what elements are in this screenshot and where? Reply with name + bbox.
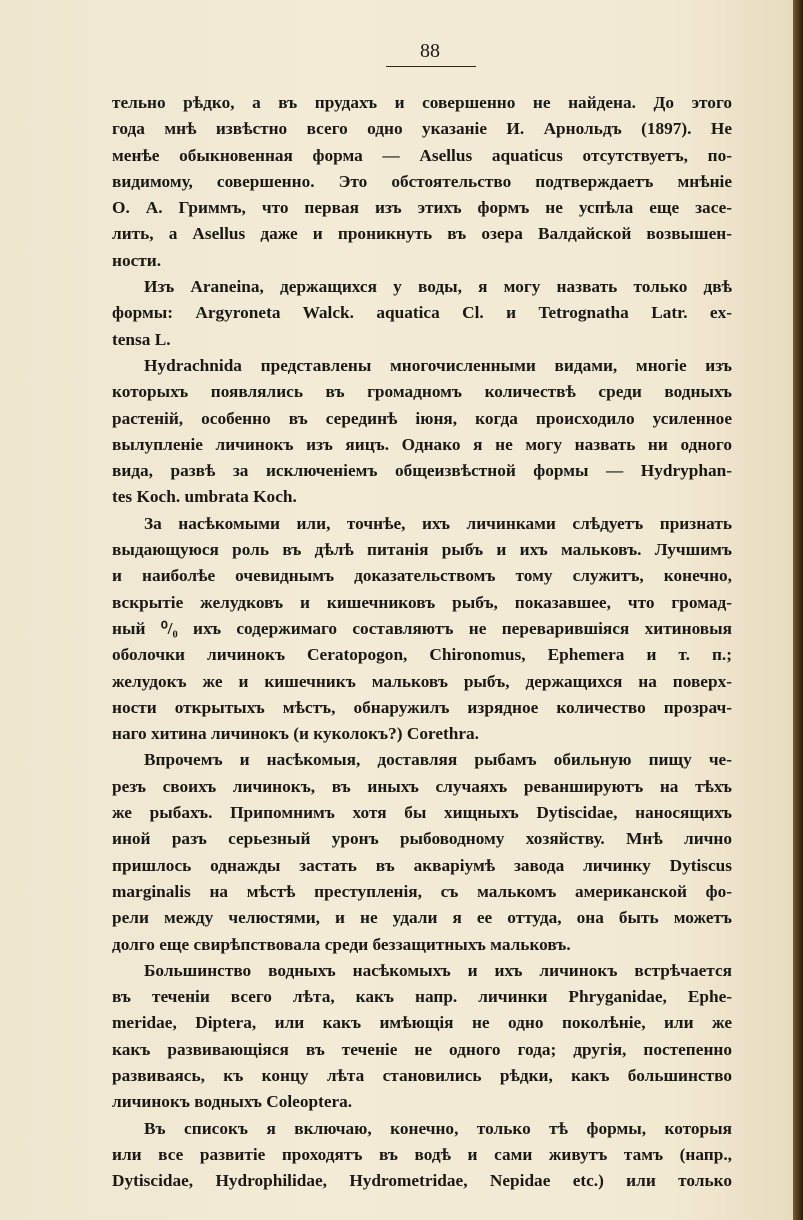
text-line: и наиболѣе очевиднымъ доказательствомъ тому служитъ, конечно, xyxy=(112,566,732,586)
text-line: marginalis на мѣстѣ преступленія, съ малькомъ американской фо- xyxy=(112,881,732,901)
text-line: личинокъ водныхъ Coleoptera. xyxy=(112,1092,353,1112)
text-line: долго еще свирѣпствовала среди беззащитныхъ мальковъ. xyxy=(112,934,571,954)
text-line: видимому, совершенно. Это обстоятельство подтверждаетъ мнѣніе xyxy=(112,171,732,191)
body-text xyxy=(112,90,732,1194)
text-line: Впрочемъ и насѣкомыя, доставляя рыбамъ обильную пищу че- xyxy=(144,750,732,770)
text-line: же рыбахъ. Припомнимъ хотя бы хищныхъ Dytiscidae, наносящихъ xyxy=(112,803,732,823)
text-line: или все развитіе проходятъ въ водѣ и сами живутъ тамъ (напр., xyxy=(112,1144,732,1164)
text-line: ности открытыхъ мѣстъ, обнаружилъ изрядное количество прозрач- xyxy=(112,697,732,717)
text-line: развиваясь, къ концу лѣта становились рѣдки, какъ большинство xyxy=(112,1065,732,1085)
text-line: tes Koch. umbrata Koch. xyxy=(112,487,297,507)
text-line: формы: Argyroneta Walck. aquatica Cl. и Tetrognatha Latr. ex- xyxy=(112,303,732,323)
text-line: вскрытіе желудковъ и кишечниковъ рыбъ, показавшее, что громад- xyxy=(112,592,732,612)
text-line: резъ своихъ личинокъ, въ иныхъ случаяхъ реваншируютъ на тѣхъ xyxy=(112,776,732,796)
text-line: которыхъ появлялись въ громадномъ количествѣ среди водныхъ xyxy=(112,382,732,402)
text-line: лить, а Asellus даже и проникнуть въ озера Валдайской возвышен- xyxy=(112,224,732,244)
text-line: ный ⁰/₀ ихъ содержимаго составляютъ не переварившіяся хитиновыя xyxy=(112,618,732,638)
text-line: ности. xyxy=(112,250,162,270)
page-edge xyxy=(793,0,803,1220)
text-line: менѣе обыкновенная форма — Asellus aquaticus отсутствуетъ, по- xyxy=(112,145,732,165)
page-number-rule xyxy=(386,66,476,67)
text-line: года мнѣ извѣстно всего одно указаніе И. Арнольдъ (1897). Не xyxy=(112,119,732,139)
text-line: tensa L. xyxy=(112,329,171,349)
text-line: пришлось однажды застать въ акваріумѣ завода личинку Dytiscus xyxy=(112,855,732,875)
text-line: растеній, особенно въ серединѣ іюня, когда происходило усиленное xyxy=(112,408,732,428)
text-line: тельно рѣдко, а въ прудахъ и совершенно не найдена. До этого xyxy=(112,93,732,112)
text-line: оболочки личинокъ Ceratopogon, Chironomus, Ephemera и т. п.; xyxy=(112,645,732,665)
text-line: Изъ Araneina, держащихся у воды, я могу назвать только двѣ xyxy=(144,277,732,297)
text-line: За насѣкомыми или, точнѣе, ихъ личинками слѣдуетъ признать xyxy=(144,513,732,533)
text-line: выдающуюся роль въ дѣлѣ питанія рыбъ и ихъ мальковъ. Лучшимъ xyxy=(112,540,732,560)
text-line: О. А. Гриммъ, что первая изъ этихъ формъ не успѣла еще засе- xyxy=(112,198,732,218)
text-line: наго хитина личинокъ (и куколокъ?) Corethra. xyxy=(112,724,479,744)
text-line: Большинство водныхъ насѣкомыхъ и ихъ личинокъ встрѣчается xyxy=(144,960,732,980)
text-line: вылупленіе личинокъ изъ яицъ. Однако я не могу назвать ни одного xyxy=(112,434,732,454)
text-line: рели между челюстями, и не удали я ее оттуда, она быть можетъ xyxy=(112,908,732,928)
text-line: вида, развѣ за исключеніемъ общеизвѣстной формы — Hydryphan- xyxy=(112,461,732,481)
text-line: желудокъ же и кишечникъ мальковъ рыбъ, держащихся на поверх- xyxy=(112,671,732,691)
text-line: Dytiscidae, Hydrophilidae, Hydrometridae, Nepidae etc.) или только xyxy=(112,1171,732,1191)
text-line: иной разъ серьезный уронъ рыбоводному хозяйству. Мнѣ лично xyxy=(112,829,732,849)
text-line: какъ развивающіяся въ теченіе не одного года; другія, постепенно xyxy=(112,1039,732,1059)
page-number: 88 xyxy=(420,40,440,62)
text-line: meridae, Diptera, или какъ имѣющія не одно поколѣніе, или же xyxy=(112,1013,732,1033)
text-line: Въ списокъ я включаю, конечно, только тѣ формы, которыя xyxy=(144,1118,732,1138)
text-line: Hydrachnida представлены многочисленными видами, многіе изъ xyxy=(144,355,732,375)
text-line: въ теченіи всего лѣта, какъ напр. личинки Phryganidae, Ephe- xyxy=(112,987,732,1007)
